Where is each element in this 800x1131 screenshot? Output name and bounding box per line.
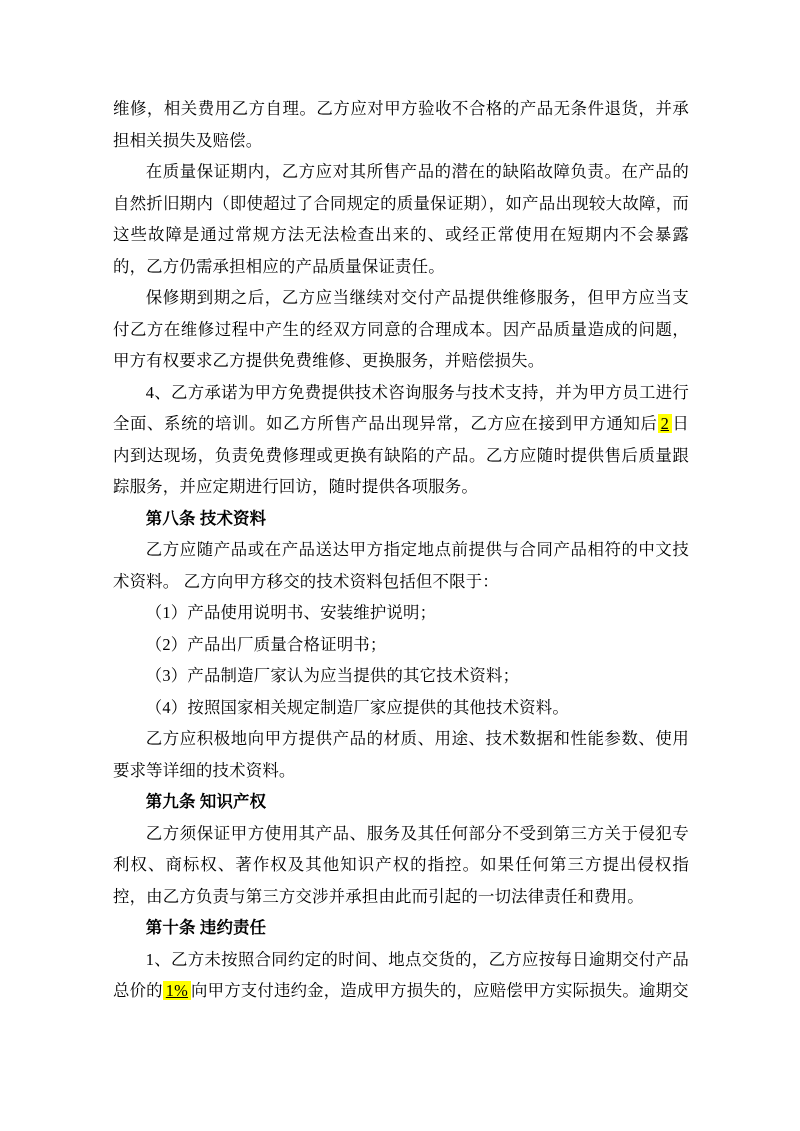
technical-docs-intro-paragraph — [113, 534, 689, 597]
text-run: 1、乙方未按照合同约定的时间、地点交货的，乙方应按每日逾期交付产品总价的 — [113, 949, 689, 1000]
document-content — [113, 93, 689, 1007]
text-run: 4、乙方承诺为甲方免费提供技术咨询服务与技术支持，并为甲方员工进行全面、系统的培训。如乙方所售产品出现异常，乙方应在接到甲方通知后 — [113, 382, 689, 433]
doc-list-item-2 — [113, 629, 689, 661]
highlighted-value: 1% — [163, 981, 191, 1000]
text-run: 保修期到期之后，乙方应当继续对交付产品提供维修服务，但甲方应当支付乙方在维修过程中产生的经双方同意的合理成本。因产品质量造成的问题，甲方有权要求乙方提供免费维修、更换服务，并赔偿损失。 — [113, 288, 689, 370]
technical-docs-detail-paragraph — [113, 723, 689, 786]
post-warranty-service-paragraph — [113, 282, 689, 377]
text-run: （3）产品制造厂家认为应当提供的其它技术资料； — [145, 666, 520, 685]
text-run: 乙方须保证甲方使用其产品、服务及其任何部分不受到第三方关于侵犯专利权、商标权、著作权及其他知识产权的指控。如果任何第三方提出侵权指控，由乙方负责与第三方交涉并承担由此而引起的一切法律责任和费用。 — [113, 823, 689, 906]
text-run: 向甲方支付违约金，造成甲方损失的，应赔偿甲方实际损失。逾期交 — [191, 981, 689, 1000]
article-10-heading — [113, 912, 689, 944]
text-run: 第八条 技术资料 — [145, 508, 267, 528]
text-run: 第九条 知识产权 — [145, 792, 267, 811]
text-run: 乙方应积极地向甲方提供产品的材质、用途、技术数据和性能参数、使用要求等详细的技术资料。 — [113, 729, 689, 780]
training-support-paragraph — [113, 377, 689, 503]
quality-guarantee-paragraph — [113, 156, 689, 282]
doc-list-item-3 — [113, 660, 689, 692]
text-run: 维修，相关费用乙方自理。乙方应对甲方验收不合格的产品无条件退货，并承担相关损失及赔偿。 — [113, 99, 689, 150]
text-run: 第十条 违约责任 — [145, 918, 267, 937]
article-8-heading — [113, 503, 689, 535]
warranty-return-continuation-paragraph — [113, 93, 689, 156]
text-run: （1）产品使用说明书、安装维护说明； — [145, 603, 437, 622]
text-run: 日内到达现场，负责免费修理或更换有缺陷的产品。乙方应随时提供售后质量跟踪服务，并应定期进行回访，随时提供各项服务。 — [113, 414, 690, 496]
breach-liability-paragraph — [113, 944, 689, 1007]
article-9-heading — [113, 786, 689, 818]
doc-list-item-4 — [113, 692, 689, 724]
text-run: （4）按照国家相关规定制造厂家应提供的其他技术资料。 — [145, 697, 569, 717]
text-run: 乙方应随产品或在产品送达甲方指定地点前提供与合同产品相符的中文技术资料。 乙方向甲方移交的技术资料包括但不限于： — [113, 540, 689, 591]
highlighted-value: 2 — [658, 414, 672, 433]
doc-list-item-1 — [113, 597, 689, 629]
text-run: （2）产品出厂质量合格证明书； — [145, 634, 387, 654]
text-run: 在质量保证期内，乙方应对其所售产品的潜在的缺陷故障负责。在产品的自然折旧期内（即使超过了合同规定的质量保证期），如产品出现较大故障，而这些故障是通过常规方法无法检查出来的、或经正常使用在短期内不会暴露的，乙方仍需承担相应的产品质量保证责任。 — [113, 162, 689, 276]
ip-guarantee-paragraph — [113, 818, 689, 913]
